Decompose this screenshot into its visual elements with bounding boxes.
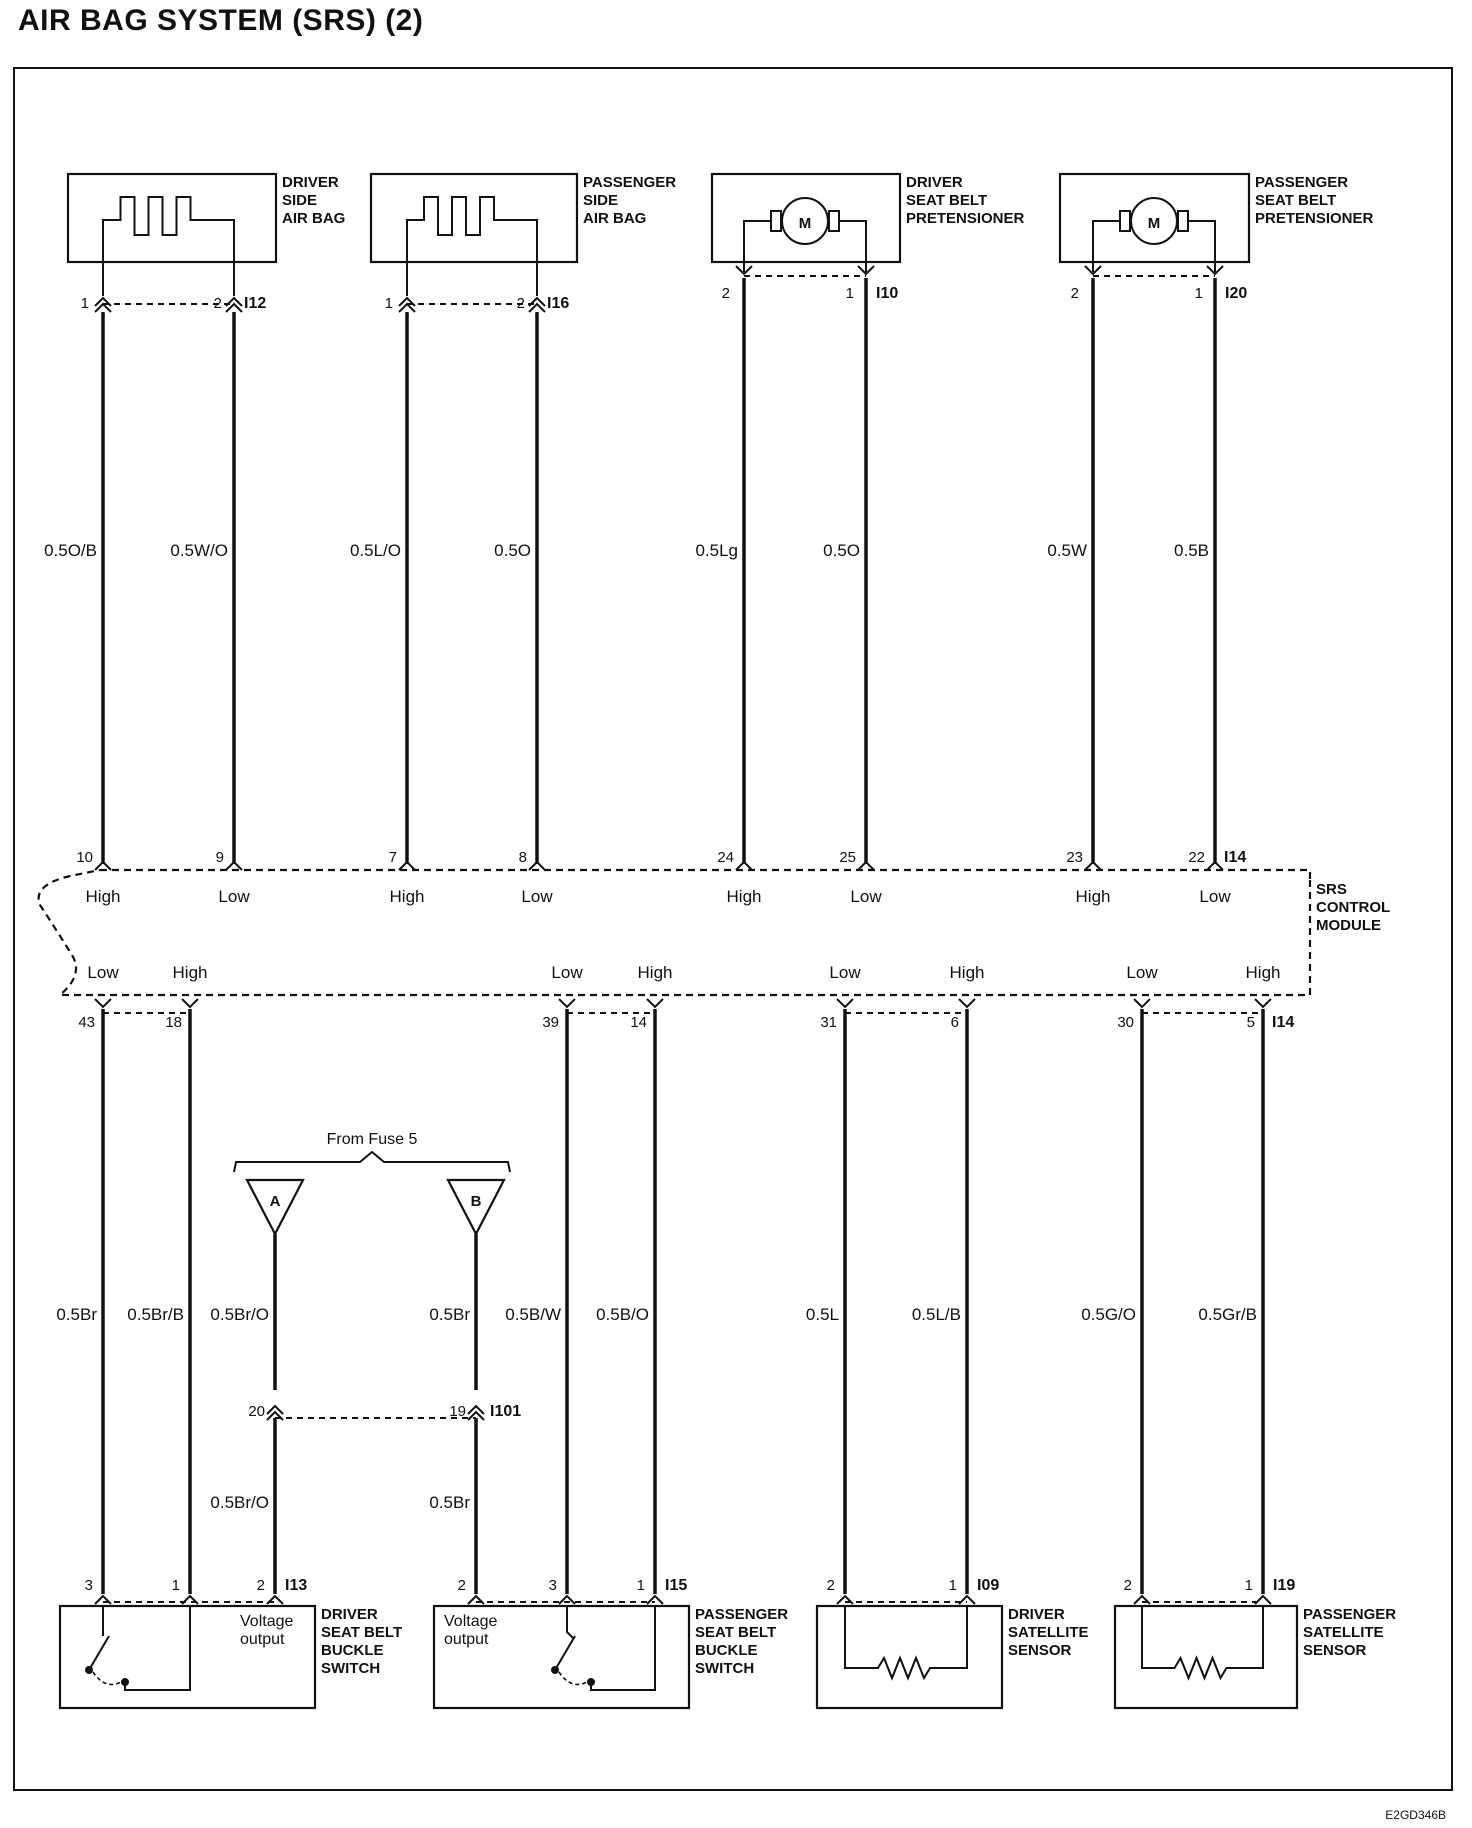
passenger-satellite-sensor-label: SATELLITE (1303, 1624, 1384, 1641)
passenger-seat-belt-buckle-switch-note: output (444, 1631, 489, 1648)
driver-satellite-sensor-connector-id: I09 (977, 1577, 1000, 1594)
passenger-seat-belt-buckle-switch-fuse-label: B (470, 1193, 482, 1210)
passenger-seat-belt-pretensioner-level-left: High (1075, 887, 1111, 906)
srs-module-label: CONTROL (1316, 899, 1391, 916)
driver-side-air-bag-connector-id: I12 (244, 295, 267, 312)
driver-satellite-sensor-module-pin-0 (837, 999, 853, 1007)
diagram-frame (14, 68, 1452, 1790)
driver-seat-belt-pretensioner-lead-left (744, 221, 771, 272)
driver-seat-belt-buckle-switch-fuse-pin-mark (267, 1596, 283, 1604)
driver-seat-belt-pretensioner-module-pin-left-number: 24 (717, 849, 734, 866)
passenger-seat-belt-buckle-switch-level-0: Low (551, 963, 583, 982)
passenger-seat-belt-buckle-switch-module-pin-number-0: 39 (542, 1014, 559, 1031)
passenger-side-air-bag-module-pin-left-number: 7 (388, 849, 397, 866)
driver-satellite-sensor-wire-label-0: 0.5L (805, 1305, 839, 1324)
passenger-side-air-bag-label: PASSENGER (583, 174, 677, 191)
driver-seat-belt-buckle-switch-fuse-wire-upper-label: 0.5Br/O (210, 1305, 269, 1324)
driver-seat-belt-buckle-switch-label: DRIVER (321, 1606, 378, 1623)
bottom-module-connector-id: I14 (1272, 1014, 1295, 1031)
driver-seat-belt-buckle-switch-pin-number-0: 3 (84, 1577, 93, 1594)
driver-side-air-bag-level-left: High (85, 887, 121, 906)
driver-seat-belt-pretensioner-label: PRETENSIONER (906, 210, 1025, 227)
passenger-seat-belt-buckle-switch-connector-id: I15 (665, 1577, 688, 1594)
passenger-satellite-sensor-level-1: High (1245, 963, 1281, 982)
passenger-seat-belt-pretensioner-pin-right: 1 (1194, 285, 1203, 302)
driver-satellite-sensor-label: SENSOR (1008, 1642, 1072, 1659)
driver-seat-belt-pretensioner-label: DRIVER (906, 174, 963, 191)
driver-seat-belt-pretensioner-module-pin-right (858, 862, 874, 870)
passenger-seat-belt-buckle-switch-module-pin-number-1: 14 (630, 1014, 647, 1031)
driver-satellite-sensor-pin-number-0: 2 (826, 1577, 835, 1594)
passenger-seat-belt-buckle-switch-label: BUCKLE (695, 1642, 758, 1659)
srs-module-label: SRS (1316, 881, 1347, 898)
passenger-seat-belt-buckle-switch-wire-label-1: 0.5B/O (596, 1305, 649, 1324)
driver-side-air-bag-squib-icon (103, 197, 234, 296)
passenger-satellite-sensor-connector-id: I19 (1273, 1577, 1296, 1594)
driver-seat-belt-buckle-switch-fuse-label: A (269, 1193, 281, 1210)
passenger-seat-belt-pretensioner-wire-left-label: 0.5W (1047, 541, 1087, 560)
driver-side-air-bag-pin-left: 1 (80, 295, 89, 312)
passenger-seat-belt-buckle-switch-switch-arc (559, 1672, 587, 1684)
passenger-side-air-bag-connector-id: I16 (547, 295, 570, 312)
passenger-seat-belt-buckle-switch-wire-label-0: 0.5B/W (505, 1305, 561, 1324)
passenger-side-air-bag-level-left: High (389, 887, 425, 906)
passenger-side-air-bag-label: SIDE (583, 192, 619, 209)
passenger-seat-belt-pretensioner-lead-right (1188, 221, 1215, 272)
driver-seat-belt-pretensioner-wire-left-label: 0.5Lg (695, 541, 738, 560)
passenger-seat-belt-buckle-switch-switch-icon (555, 1636, 575, 1670)
driver-seat-belt-buckle-switch-wire-label-0: 0.5Br (56, 1305, 97, 1324)
driver-satellite-sensor-level-1: High (949, 963, 985, 982)
passenger-side-air-bag-pin-right: 2 (516, 295, 525, 312)
driver-seat-belt-buckle-switch-module-pin-number-1: 18 (165, 1014, 182, 1031)
driver-satellite-sensor-pin-number-1: 1 (948, 1577, 957, 1594)
passenger-seat-belt-buckle-switch-pin-number-0: 3 (548, 1577, 557, 1594)
driver-satellite-sensor-label: DRIVER (1008, 1606, 1065, 1623)
driver-satellite-sensor-resistor-icon (845, 1606, 967, 1678)
passenger-seat-belt-pretensioner-module-pin-right (1207, 862, 1223, 870)
passenger-seat-belt-pretensioner-connector-id: I20 (1225, 285, 1248, 302)
driver-seat-belt-buckle-switch-level-0: Low (87, 963, 119, 982)
passenger-seat-belt-pretensioner-module-pin-left-number: 23 (1066, 849, 1083, 866)
driver-seat-belt-pretensioner-module-pin-right-number: 25 (839, 849, 856, 866)
driver-satellite-sensor-level-0: Low (829, 963, 861, 982)
driver-seat-belt-pretensioner-wire-right-label: 0.5O (823, 541, 860, 560)
passenger-seat-belt-buckle-switch-label: PASSENGER (695, 1606, 789, 1623)
passenger-seat-belt-buckle-switch-label: SWITCH (695, 1660, 755, 1677)
passenger-satellite-sensor-module-pin-number-0: 30 (1117, 1014, 1134, 1031)
passenger-seat-belt-pretensioner-lead-left (1093, 221, 1120, 272)
from-fuse-label: From Fuse 5 (326, 1131, 418, 1148)
passenger-satellite-sensor-pin-number-0: 2 (1123, 1577, 1132, 1594)
passenger-side-air-bag-squib-icon (407, 197, 537, 296)
top-module-connector-id: I14 (1224, 849, 1247, 866)
driver-seat-belt-buckle-switch-note: Voltage (240, 1613, 294, 1630)
driver-seat-belt-buckle-switch-connector-id: I13 (285, 1577, 308, 1594)
driver-seat-belt-buckle-switch-switch-lead (125, 1606, 190, 1690)
driver-seat-belt-buckle-switch-level-1: High (172, 963, 208, 982)
driver-seat-belt-pretensioner-level-left: High (726, 887, 762, 906)
passenger-side-air-bag-module-pin-right (529, 862, 545, 870)
passenger-seat-belt-pretensioner-level-right: Low (1199, 887, 1231, 906)
passenger-side-air-bag-label: AIR BAG (583, 210, 647, 227)
passenger-satellite-sensor-label: PASSENGER (1303, 1606, 1397, 1623)
passenger-satellite-sensor-module-pin-number-1: 5 (1246, 1014, 1255, 1031)
passenger-seat-belt-pretensioner-wire-right-label: 0.5B (1174, 541, 1209, 560)
driver-satellite-sensor-wire-label-1: 0.5L/B (911, 1305, 961, 1324)
driver-satellite-sensor-label: SATELLITE (1008, 1624, 1089, 1641)
passenger-seat-belt-buckle-switch-fuse-wire-lower-label: 0.5Br (429, 1493, 470, 1512)
driver-seat-belt-pretensioner-motor-brush-right (829, 211, 839, 231)
passenger-satellite-sensor-resistor-icon (1142, 1606, 1263, 1678)
passenger-seat-belt-pretensioner-motor-label: M (1147, 215, 1161, 232)
driver-seat-belt-buckle-switch-module-pin-0 (95, 999, 111, 1007)
passenger-seat-belt-pretensioner-label: PASSENGER (1255, 174, 1349, 191)
passenger-side-air-bag-level-right: Low (521, 887, 553, 906)
passenger-satellite-sensor-wire-label-1: 0.5Gr/B (1198, 1305, 1257, 1324)
passenger-seat-belt-buckle-switch-switch-lead (567, 1606, 573, 1638)
driver-side-air-bag-pin-right: 2 (213, 295, 222, 312)
passenger-seat-belt-buckle-switch-inline-pin: 19 (449, 1403, 466, 1420)
passenger-seat-belt-pretensioner-pin-left: 2 (1070, 285, 1079, 302)
driver-seat-belt-buckle-switch-note: output (240, 1631, 285, 1648)
driver-seat-belt-buckle-switch-label: BUCKLE (321, 1642, 384, 1659)
passenger-satellite-sensor-pin-number-1: 1 (1244, 1577, 1253, 1594)
passenger-satellite-sensor-wire-label-0: 0.5G/O (1081, 1305, 1136, 1324)
passenger-satellite-sensor-module-pin-0 (1134, 999, 1150, 1007)
driver-seat-belt-buckle-switch-module-pin-number-0: 43 (78, 1014, 95, 1031)
driver-seat-belt-buckle-switch-pin-number-1: 1 (171, 1577, 180, 1594)
driver-seat-belt-buckle-switch-switch-arc (93, 1672, 121, 1684)
driver-seat-belt-pretensioner-label: SEAT BELT (906, 192, 988, 209)
passenger-satellite-sensor-level-0: Low (1126, 963, 1158, 982)
driver-seat-belt-buckle-switch-switch-icon (89, 1636, 109, 1670)
driver-seat-belt-buckle-switch-label: SEAT BELT (321, 1624, 403, 1641)
passenger-satellite-sensor-label: SENSOR (1303, 1642, 1367, 1659)
passenger-side-air-bag-module-pin-right-number: 8 (518, 849, 527, 866)
passenger-seat-belt-pretensioner-motor-brush-left (1120, 211, 1130, 231)
passenger-side-air-bag-module-pin-left (399, 862, 415, 870)
driver-seat-belt-pretensioner-module-pin-left (736, 862, 752, 870)
driver-side-air-bag-module-pin-left-number: 10 (76, 849, 93, 866)
driver-satellite-sensor-module-pin-number-0: 31 (820, 1014, 837, 1031)
passenger-seat-belt-buckle-switch-fuse-pin-number: 2 (457, 1577, 466, 1594)
driver-side-air-bag-label: SIDE (282, 192, 318, 209)
driver-seat-belt-pretensioner-motor-brush-left (771, 211, 781, 231)
driver-seat-belt-buckle-switch-fuse-pin-number: 2 (256, 1577, 265, 1594)
fuse-bracket (234, 1152, 510, 1172)
passenger-seat-belt-buckle-switch-module-pin-0 (559, 999, 575, 1007)
passenger-seat-belt-buckle-switch-switch-lead (591, 1606, 655, 1690)
driver-side-air-bag-wire-left-label: 0.5O/B (44, 541, 97, 560)
passenger-seat-belt-buckle-switch-fuse-wire-upper-label: 0.5Br (429, 1305, 470, 1324)
driver-seat-belt-pretensioner-pin-right: 1 (845, 285, 854, 302)
driver-seat-belt-buckle-switch-wire-label-1: 0.5Br/B (127, 1305, 184, 1324)
srs-module-label: MODULE (1316, 917, 1381, 934)
driver-side-air-bag-box (68, 174, 276, 262)
driver-seat-belt-pretensioner-pin-left: 2 (721, 285, 730, 302)
driver-seat-belt-pretensioner-level-right: Low (850, 887, 882, 906)
passenger-seat-belt-buckle-switch-level-1: High (637, 963, 673, 982)
passenger-seat-belt-buckle-switch-pin-number-1: 1 (636, 1577, 645, 1594)
driver-satellite-sensor-module-pin-1 (959, 999, 975, 1007)
passenger-seat-belt-pretensioner-module-pin-right-number: 22 (1188, 849, 1205, 866)
driver-side-air-bag-module-pin-right-number: 9 (215, 849, 224, 866)
driver-side-air-bag-label: AIR BAG (282, 210, 346, 227)
driver-seat-belt-buckle-switch-fuse-wire-lower-label: 0.5Br/O (210, 1493, 269, 1512)
driver-seat-belt-pretensioner-lead-right (839, 221, 866, 272)
passenger-seat-belt-buckle-switch-note: Voltage (444, 1613, 498, 1630)
passenger-seat-belt-buckle-switch-label: SEAT BELT (695, 1624, 777, 1641)
inline-connector-id: I101 (490, 1403, 522, 1420)
driver-seat-belt-buckle-switch-module-pin-1 (182, 999, 198, 1007)
page-title: AIR BAG SYSTEM (SRS) (2) (18, 4, 424, 37)
driver-seat-belt-pretensioner-connector-id: I10 (876, 285, 899, 302)
passenger-side-air-bag-pin-left: 1 (384, 295, 393, 312)
driver-side-air-bag-level-right: Low (218, 887, 250, 906)
passenger-seat-belt-pretensioner-module-pin-left (1085, 862, 1101, 870)
passenger-seat-belt-buckle-switch-module-pin-1 (647, 999, 663, 1007)
passenger-seat-belt-pretensioner-label: PRETENSIONER (1255, 210, 1374, 227)
driver-seat-belt-buckle-switch-inline-pin: 20 (248, 1403, 265, 1420)
driver-seat-belt-pretensioner-motor-label: M (798, 215, 812, 232)
driver-seat-belt-buckle-switch-label: SWITCH (321, 1660, 381, 1677)
driver-side-air-bag-wire-right-label: 0.5W/O (170, 541, 228, 560)
passenger-side-air-bag-wire-right-label: 0.5O (494, 541, 531, 560)
driver-side-air-bag-label: DRIVER (282, 174, 339, 191)
passenger-seat-belt-pretensioner-label: SEAT BELT (1255, 192, 1337, 209)
diagram-code: E2GD346B (1385, 1808, 1446, 1822)
passenger-side-air-bag-wire-left-label: 0.5L/O (349, 541, 401, 560)
passenger-satellite-sensor-module-pin-1 (1255, 999, 1271, 1007)
passenger-side-air-bag-box (371, 174, 577, 262)
driver-satellite-sensor-module-pin-number-1: 6 (950, 1014, 959, 1031)
driver-side-air-bag-module-pin-right (226, 862, 242, 870)
passenger-seat-belt-pretensioner-motor-brush-right (1178, 211, 1188, 231)
driver-side-air-bag-module-pin-left (95, 862, 111, 870)
